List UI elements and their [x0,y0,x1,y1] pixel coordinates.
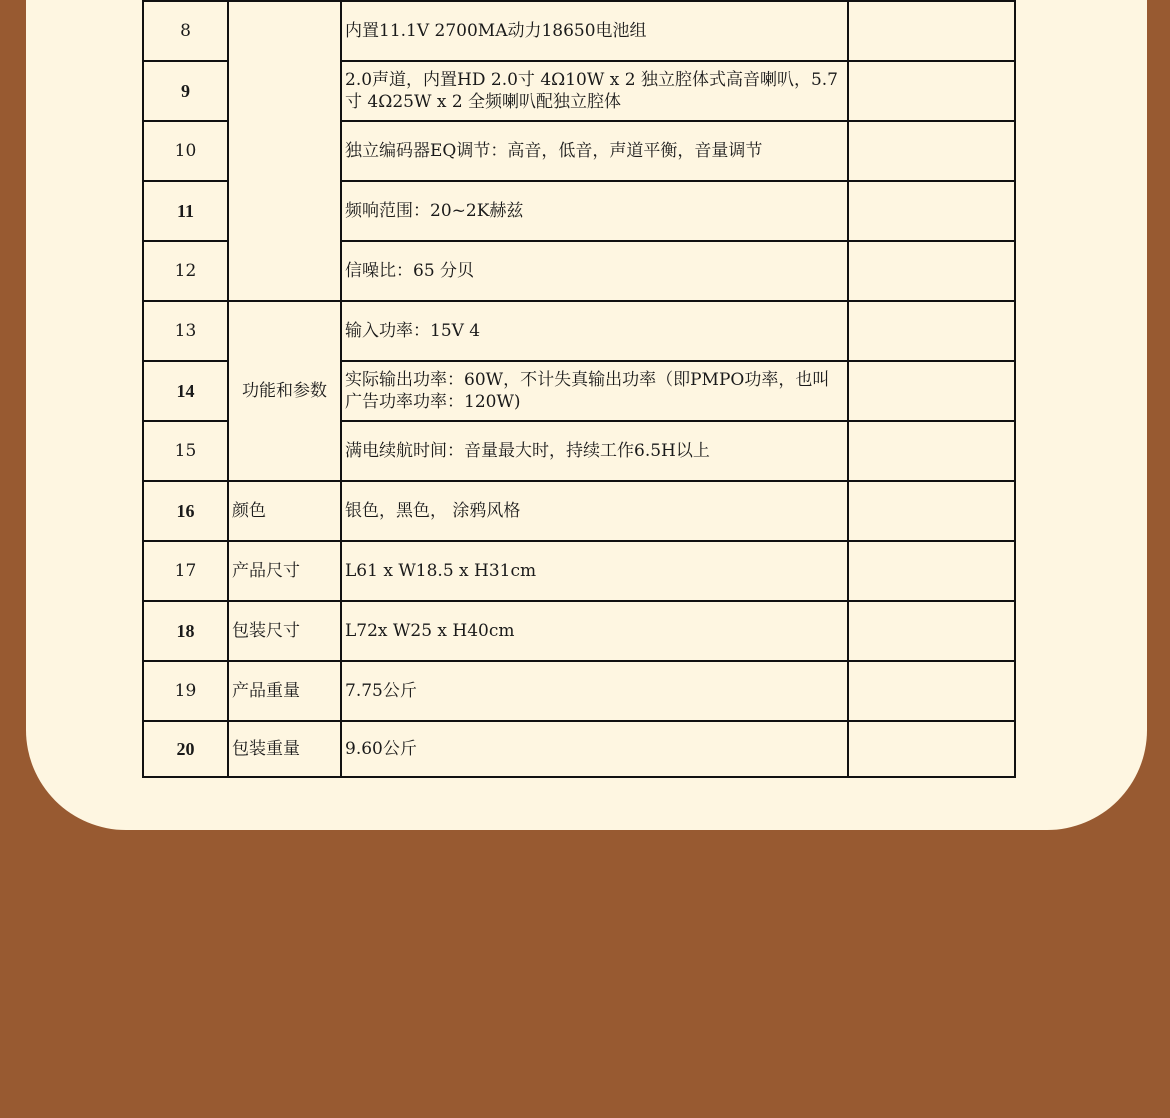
row-description: 9.60公斤 [341,721,848,777]
row-number: 18 [143,601,228,661]
row-number: 12 [143,241,228,301]
row-description: 独立编码器EQ调节：高音，低音，声道平衡，音量调节 [341,121,848,181]
row-number: 10 [143,121,228,181]
row-number: 16 [143,481,228,541]
row-note [848,241,1015,301]
row-description: 满电续航时间：音量最大时，持续工作6.5H以上 [341,421,848,481]
row-note [848,721,1015,777]
row-note [848,421,1015,481]
row-note [848,61,1015,121]
row-note [848,661,1015,721]
row-note [848,181,1015,241]
category-cell: 功能和参数 [228,301,341,481]
row-number: 9 [143,61,228,121]
table-row [143,541,1015,601]
row-number: 15 [143,421,228,481]
row-description: L61 x W18.5 x H31cm [341,541,848,601]
row-description: 频响范围：20~2K赫兹 [341,181,848,241]
row-number: 20 [143,721,228,777]
row-note [848,361,1015,421]
row-description: L72x W25 x H40cm [341,601,848,661]
table-row [143,601,1015,661]
row-number: 11 [143,181,228,241]
row-number: 8 [143,1,228,61]
row-description: 内置11.1V 2700MA动力18650电池组 [341,1,848,61]
table-row [143,721,1015,777]
row-description: 信噪比：65 分贝 [341,241,848,301]
category-cell: 产品尺寸 [228,541,341,601]
category-cell: 包装尺寸 [228,601,341,661]
spec-table [142,0,1016,778]
row-note [848,301,1015,361]
row-number: 13 [143,301,228,361]
row-note [848,601,1015,661]
row-note [848,541,1015,601]
row-note [848,1,1015,61]
table-row [143,481,1015,541]
category-cell: 产品重量 [228,661,341,721]
row-note [848,121,1015,181]
category-cell-merged [228,1,341,301]
row-description: 输入功率：15V 4 [341,301,848,361]
row-number: 14 [143,361,228,421]
row-number: 17 [143,541,228,601]
row-description: 银色，黑色， 涂鸦风格 [341,481,848,541]
table-row [143,661,1015,721]
table-row [143,1,1015,61]
category-cell: 颜色 [228,481,341,541]
table-row [143,301,1015,361]
row-description: 2.0声道，内置HD 2.0寸 4Ω10W x 2 独立腔体式高音喇叭，5.7寸 4Ω25W x 2 全频喇叭配独立腔体 [341,61,848,121]
row-description: 实际输出功率：60W，不计失真输出功率（即PMPO功率，也叫广告功率功率：120W) [341,361,848,421]
row-description: 7.75公斤 [341,661,848,721]
category-cell: 包装重量 [228,721,341,777]
row-note [848,481,1015,541]
row-number: 19 [143,661,228,721]
